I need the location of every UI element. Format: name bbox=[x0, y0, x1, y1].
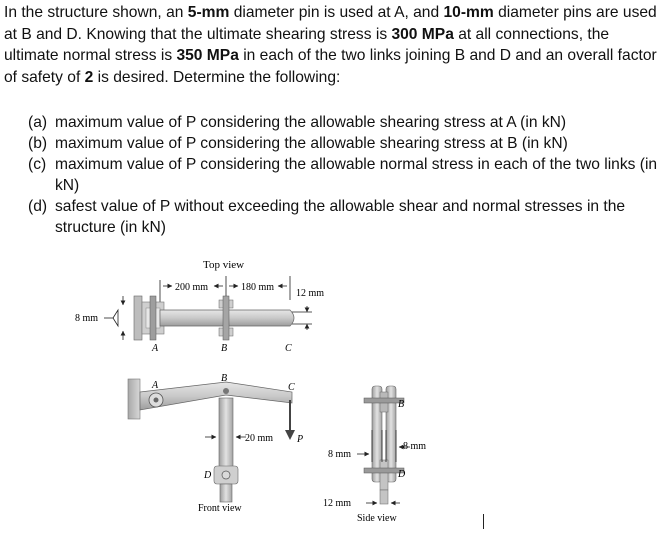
part-a-text: maximum value of P considering the allowable shearing stress at A (in kN) bbox=[55, 114, 567, 131]
front-bar-abc bbox=[140, 382, 292, 410]
front-view-title: Front view bbox=[198, 503, 242, 514]
front-support-post bbox=[220, 484, 232, 502]
top-label-a: A bbox=[152, 343, 159, 354]
dim-8mm-side-right: 8 mm bbox=[403, 441, 427, 452]
front-link-bd bbox=[219, 398, 233, 468]
text-cursor bbox=[483, 514, 484, 529]
ultimate-shear-stress: 300 MPa bbox=[391, 25, 454, 43]
top-label-c: C bbox=[285, 343, 292, 354]
problem-text-2: diameter pin is used at A, and bbox=[229, 4, 444, 21]
pin-bd-diameter: 10-mm bbox=[443, 4, 494, 21]
left-dimension-8mm bbox=[104, 296, 123, 340]
problem-text-6: is desired. Determine the following: bbox=[93, 68, 341, 86]
ultimate-normal-stress: 350 MPa bbox=[176, 47, 239, 64]
front-pin-a-hole bbox=[154, 398, 159, 403]
front-label-d: D bbox=[204, 470, 212, 481]
part-c-label: (c) bbox=[28, 156, 47, 173]
load-label-p: P bbox=[297, 434, 304, 445]
top-label-b: B bbox=[221, 343, 228, 354]
side-support-post bbox=[380, 490, 388, 504]
part-d-label: (d) bbox=[28, 198, 48, 215]
part-c-text: maximum value of P considering the allowable normal stress in each of the two links (in kN) bbox=[55, 156, 658, 194]
front-pin-d bbox=[222, 471, 230, 479]
front-pin-b bbox=[223, 388, 229, 394]
part-a-label: (a) bbox=[28, 114, 48, 131]
dim-12mm-top: 12 mm bbox=[296, 288, 325, 299]
side-view-title: Side view bbox=[357, 513, 397, 524]
problem-text-3: diameter pins are used at B and D. Knowing that the ultimate shearing stress is bbox=[4, 4, 657, 43]
dim-12mm-side: 12 mm bbox=[323, 498, 352, 509]
pin-a-diameter: 5-mm bbox=[187, 4, 230, 21]
top-pin-a bbox=[150, 296, 156, 340]
front-label-b: B bbox=[221, 373, 228, 384]
load-arrow-head bbox=[285, 430, 295, 440]
dim-8mm-side-left: 8 mm bbox=[328, 449, 352, 460]
top-view-title: Top view bbox=[203, 259, 245, 271]
factor-of-safety: 2 bbox=[84, 68, 94, 86]
front-label-a: A bbox=[152, 380, 159, 391]
top-wall-bracket bbox=[134, 296, 142, 340]
problem-text-5: in each of the two links joining B and D and an overall factor of safety of bbox=[4, 47, 657, 86]
front-label-c: C bbox=[288, 382, 295, 393]
dim-180mm: 180 mm bbox=[241, 282, 275, 293]
dim-20mm: 20 mm bbox=[245, 433, 274, 444]
side-label-b: B bbox=[398, 399, 405, 410]
dim-8mm-left: 8 mm bbox=[75, 313, 99, 324]
part-b-text: maximum value of P considering the allowable shearing stress at B (in kN) bbox=[55, 135, 568, 152]
side-support-d bbox=[380, 460, 388, 490]
front-wall bbox=[128, 379, 140, 419]
part-d-text: safest value of P without exceeding the allowable shear and normal stresses in the structure (in kN) bbox=[55, 198, 626, 236]
problem-text-4: at all connections, the ultimate normal stress is bbox=[4, 25, 610, 64]
dim-200mm: 200 mm bbox=[175, 282, 209, 293]
part-b-label: (b) bbox=[28, 135, 48, 152]
top-pin-b bbox=[223, 296, 229, 340]
side-label-d: D bbox=[398, 469, 406, 480]
problem-text-1: In the structure shown, an bbox=[4, 4, 188, 21]
